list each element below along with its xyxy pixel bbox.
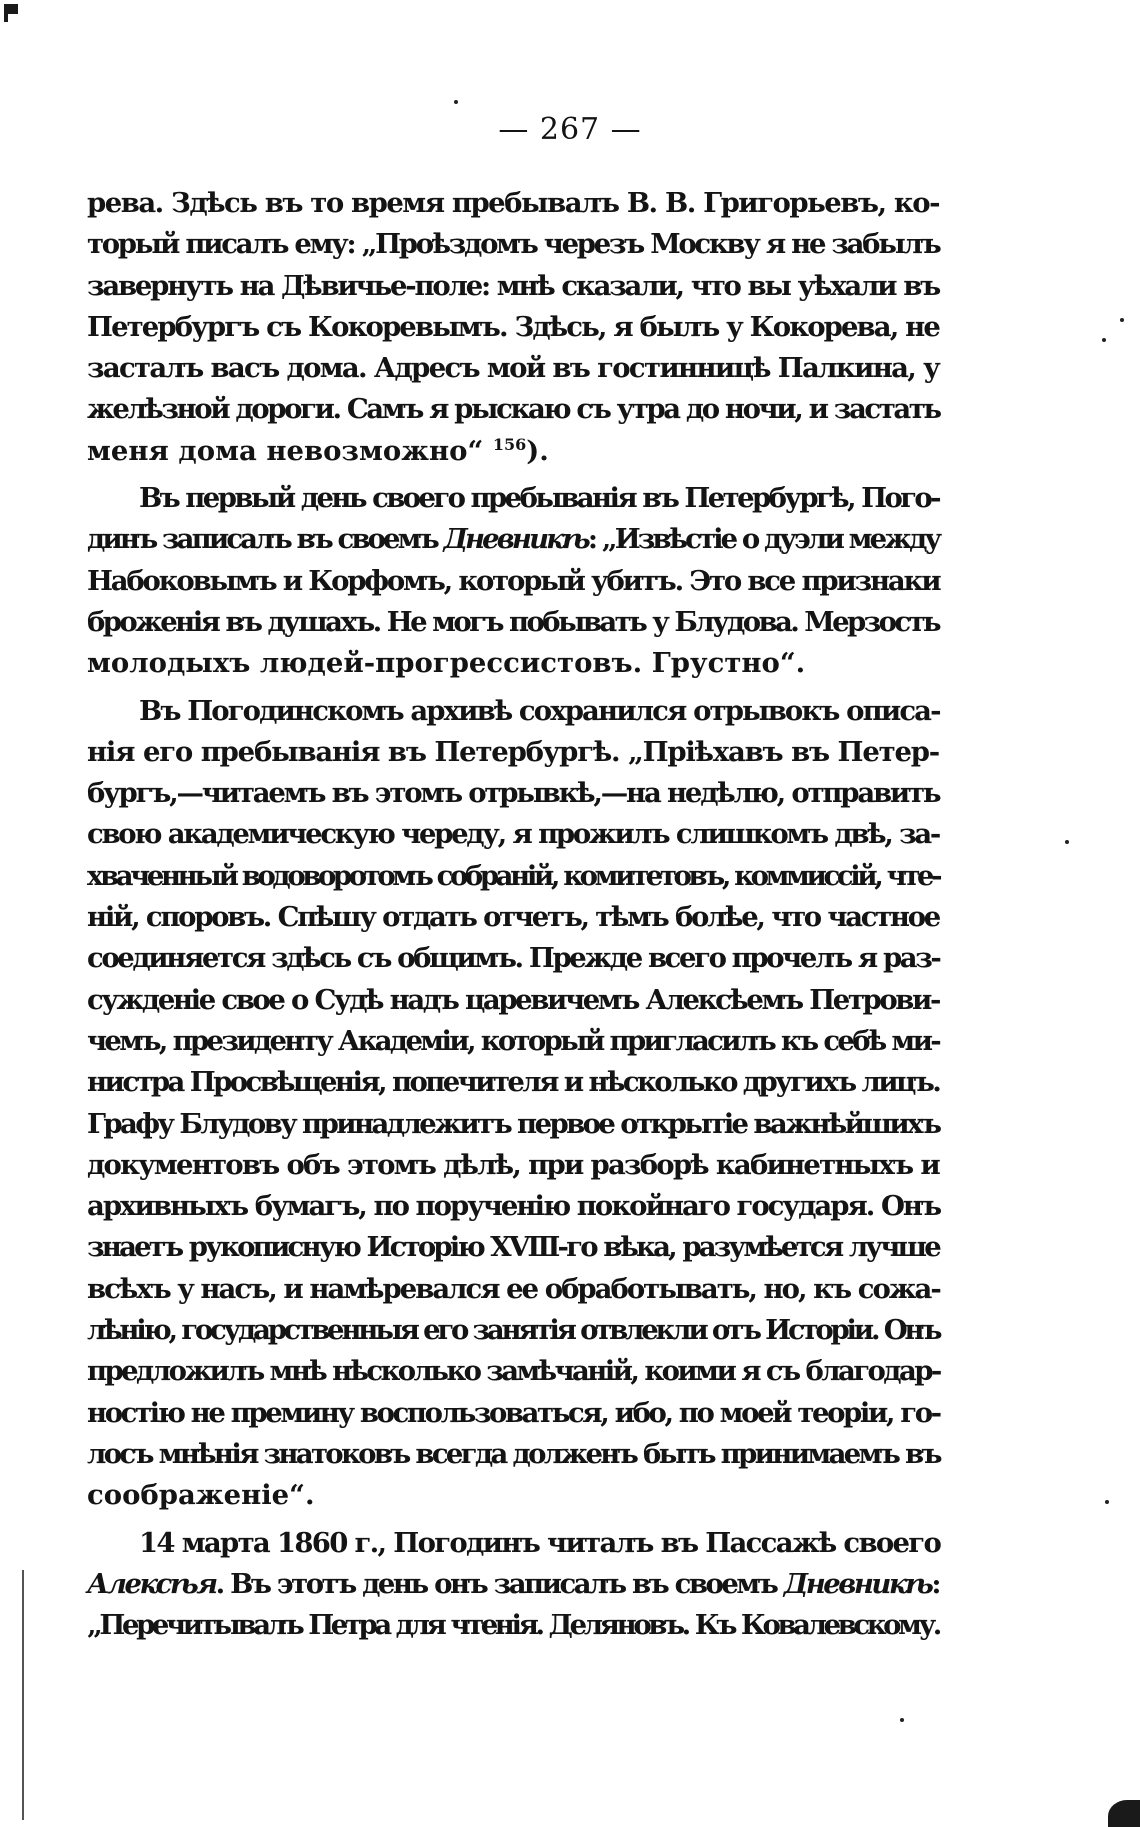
scan-speck (1102, 338, 1106, 342)
text-span: динъ записалъ въ своемъ (87, 523, 444, 556)
text-line: архивныхъ бумагъ, по порученію покойнаго государя. Онъ (87, 1190, 941, 1223)
italic-title: Дневникѣ (783, 1567, 932, 1600)
text-span: Въ первый день своего пребыванія въ Петербургѣ, Пого- (139, 482, 939, 515)
text-line: соединяется здѣсь съ общимъ. Прежде всего прочелъ я раз- (87, 942, 940, 975)
text-span: меня дома невозможно“ (87, 434, 493, 467)
text-line: всѣхъ у насъ, и намѣревался ее обработывать, но, къ сожа- (87, 1272, 940, 1305)
corner-scan-mark-stem (4, 4, 8, 22)
scan-speck (454, 100, 458, 104)
scan-speck (900, 1718, 904, 1722)
text-line: Петербургъ съ Кокоревымъ. Здѣсь, я былъ у Кокорева, не (87, 310, 939, 343)
text-line: Въ Погодинскомъ архивѣ сохранился отрывокъ описа- (139, 694, 940, 727)
scan-speck (1065, 840, 1069, 844)
text-line: лосъ мнѣнія знатоковъ всегда долженъ быть принимаемъ въ (87, 1437, 940, 1470)
bottom-right-scan-blot (1108, 1800, 1140, 1827)
text-line: ностію не премину воспользоваться, ибо, по моей теоріи, го- (87, 1396, 940, 1429)
text-line: Графу Блудову принадлежитъ первое открытіе важнѣйшихъ (87, 1107, 940, 1140)
text-line: ній, споровъ. Спѣшу отдать отчетъ, тѣмъ болѣе, что частное (87, 901, 939, 934)
left-edge-scan-line (22, 1570, 24, 1820)
text-line: документовъ объ этомъ дѣлѣ, при разборѣ кабинетныхъ и (87, 1148, 939, 1181)
text-line: Набоковымъ и Корфомъ, который убитъ. Это все признаки (87, 564, 940, 597)
text-line: завернуть на Дѣвичье-поле: мнѣ сказали, что вы уѣхали въ (87, 269, 939, 302)
text-line (87, 431, 939, 472)
text-line: засталъ васъ дома. Адресъ мой въ гостинницѣ Палкина, у (87, 352, 939, 385)
text-line: молодыхъ людей-прогрессистовъ. Грустно“. (87, 647, 806, 680)
text-span: : „Извѣстіе о дуэли между (587, 523, 940, 556)
text-line: нія его пребыванія въ Петербургѣ. „Пріѣхавъ въ Петер- (87, 735, 939, 768)
text-line (87, 478, 939, 519)
text-line: торый писалъ ему: „Проѣздомъ черезъ Москву я не забылъ (87, 228, 940, 261)
italic-title: Алексѣя (87, 1567, 216, 1600)
text-line: сужденіе свое о Судѣ надъ царевичемъ Алексѣемъ Петрови- (87, 983, 939, 1016)
text-line (87, 519, 939, 560)
scan-speck (1120, 318, 1124, 322)
page-number: — 267 — (498, 112, 642, 147)
text-line: „Перечитывалъ Петра для чтенія. Деляновъ. Къ Ковалевскому. (87, 1609, 939, 1642)
scan-speck (1105, 1500, 1109, 1504)
text-line: хваченный водоворотомъ собраній, комитетовъ, коммиссій, чте- (87, 859, 940, 892)
text-span: ). (526, 434, 549, 467)
text-line: знаетъ рукописную Исторію XVIII-го вѣка, разумѣется лучше (87, 1231, 939, 1264)
footnote-ref: 156 (492, 434, 527, 454)
text-line: нистра Просвѣщенія, попечителя и нѣсколько другихъ лицъ. (87, 1066, 940, 1099)
text-line (87, 1564, 939, 1605)
text-span: . Въ этотъ день онъ записалъ въ своемъ (215, 1567, 784, 1600)
text-line: предложилъ мнѣ нѣсколько замѣчаній, коими я съ благодар- (87, 1355, 940, 1388)
italic-title: Дневникѣ (443, 523, 588, 556)
text-line: желѣзной дороги. Самъ я рыскаю съ утра до ночи, и застать (87, 393, 940, 426)
text-line: рева. Здѣсь въ то время пребывалъ В. В. Григорьевъ, ко- (87, 187, 939, 219)
text-line: свою академическую череду, я прожилъ слишкомъ двѣ, за- (87, 818, 939, 851)
text-line: броженія въ душахъ. Не могъ побывать у Блудова. Мерзость (87, 605, 939, 638)
text-line: 14 марта 1860 г., Погодинъ читалъ въ Пассажѣ своего (139, 1526, 941, 1559)
body-text (87, 183, 939, 1646)
text-span: : (931, 1567, 939, 1600)
text-line: чемъ, президенту Академіи, который пригласилъ къ себѣ ми- (87, 1024, 939, 1057)
text-line: бургъ,—читаемъ въ этомъ отрывкѣ,—на недѣлю, отправить (87, 777, 940, 810)
text-line: соображеніе“. (87, 1479, 315, 1512)
text-line: лѣнію, государственныя его занятія отвлекли отъ Исторіи. Онъ (87, 1314, 940, 1347)
